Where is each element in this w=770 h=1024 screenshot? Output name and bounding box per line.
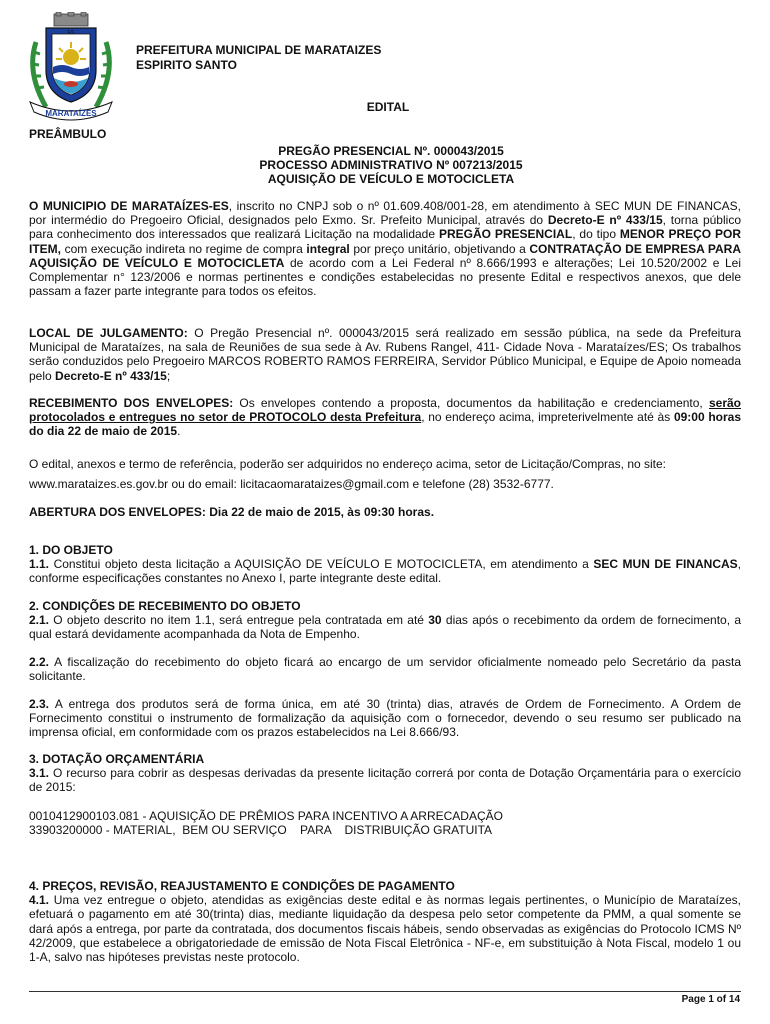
- recebimento-paragraph: RECEBIMENTO DOS ENVELOPES: Os envelopes contendo a proposta, documentos da habilitação e credenciamento, serão protocolados e entregues no setor de PROTOCOLO desta Prefeitura, no endereço acima, impreterivelmente até às 09:00 horas do dia 22 de maio de 2015.: [29, 396, 742, 439]
- document-header: [136, 43, 406, 73]
- recebimento-label: RECEBIMENTO DOS ENVELOPES:: [29, 396, 234, 410]
- edital-info-line1: O edital, anexos e termo de referência, poderão ser adquiridos no endereço acima, setor de Licitação/Compras, no site:: [29, 457, 667, 471]
- section-4-title: 4. PREÇOS, REVISÃO, REAJUSTAMENTO E CONDIÇÕES DE PAGAMENTO: [29, 879, 455, 893]
- svg-text:ES: ES: [67, 30, 75, 36]
- section-1: 1. DO OBJETO 1.1. Constitui objeto desta licitação a AQUISIÇÃO DE VEÍCULO E MOTOCICLETA, em atendimento a SEC MUN DE FINANCAS, conforme especificações constantes no Anexo I, parte integrante deste edital.: [29, 543, 742, 586]
- section-3-title: 3. DOTAÇÃO ORÇAMENTÁRIA: [29, 752, 205, 766]
- page-number: Page 1 of 14: [681, 994, 740, 1005]
- section-2: 2. CONDIÇÕES DE RECEBIMENTO DO OBJETO 2.1. O objeto descrito no item 1.1, será entregue pela contratada em até 30 dias após o recebimento da ordem de fornecimento, a qual estará devidamente acompanhada da Nota de Empenho.: [29, 599, 741, 642]
- section-4: 4. PREÇOS, REVISÃO, REAJUSTAMENTO E CONDIÇÕES DE PAGAMENTO 4.1. Uma vez entregue o objeto, atendidas as exigências deste edital e às normas legais pertinentes, o Município de Marataízes, efetuará o pagamento em até 30(trinta) dias, mediante liquidação da despesa pelo setor competente da PMM, a qual somente se dará após a entrega, por parte da contratada, dos documentos fiscais hábeis, sendo observadas as exigências do Protocolo ICMS Nº 42/2009, que estabelece a obrigatoriedade de emissão de Nota Fiscal Eletrônica - NF-e, em substituição à Nota Fiscal, modelo 1 ou 1-A, salvo nas hipóteses previstas neste protocolo.: [29, 879, 741, 965]
- section-3: 3. DOTAÇÃO ORÇAMENTÁRIA 3.1. O recurso para cobrir as despesas derivadas da presente licitação correrá por conta de Dotação Orçamentária para o exercício de 2015:: [29, 752, 741, 795]
- document-title: EDITAL: [366, 100, 410, 114]
- preambulo-heading: PREÂMBULO: [29, 127, 107, 141]
- section-2-2: 2.2. A fiscalização do recebimento do objeto ficará ao encargo de um servidor oficialmente nomeado pelo Secretário da pasta solicitante.: [29, 655, 741, 684]
- municipality-name: O MUNICIPIO DE MARATAÍZES-ES: [29, 199, 229, 213]
- local-julgamento-paragraph: LOCAL DE JULGAMENTO: O Pregão Presencial nº. 000043/2015 será realizado em sessão pública, na sede da Prefeitura Municipal de Marataízes, na sala de Reuniões de sua sede à Av. Rubens Rangel, 411- Cidade Nova - Marataízes/ES; Os trabalhos serão conduzidos pelo Pregoeiro MARCOS ROBERTO RAMOS FERREIRA, Servidor Público Municipal, e Equipe de Apoio nomeada pelo Decreto-E nº 433/15;: [29, 326, 742, 383]
- object-title: AQUISIÇÃO DE VEÍCULO E MOTOCICLETA: [267, 172, 515, 186]
- footer-divider: [29, 991, 741, 992]
- header-state: ESPIRITO SANTO: [136, 58, 237, 72]
- section-2-3: 2.3. A entrega dos produtos será de forma única, em até 30 (trinta) dias, através de Ordem de Fornecimento. A Ordem de Fornecimento constitui o instrumento de formalização da aquisição com o fornecedor, devendo o seu resumo ser publicado na imprensa oficial, em conformidade com os prazos estabelecidos na Lei 8.666/93.: [29, 697, 741, 740]
- svg-text:MARATAÍZES: MARATAÍZES: [45, 109, 97, 118]
- dotacao-line-1: 0010412900103.081 - AQUISIÇÃO DE PRÊMIOS PARA INCENTIVO A ARRECADAÇÃO: [29, 809, 503, 823]
- section-1-title: 1. DO OBJETO: [29, 543, 113, 557]
- edital-info-line2: www.marataizes.es.gov.br ou do email: licitacaomarataizes@gmail.com e telefone (28) 3532-6777.: [29, 477, 554, 491]
- pregao-number: PREGÃO PRESENCIAL Nº. 000043/2015: [278, 144, 504, 158]
- processo-number: PROCESSO ADMINISTRATIVO Nº 007213/2015: [259, 158, 523, 172]
- header-municipality: PREFEITURA MUNICIPAL DE MARATAIZES: [136, 43, 382, 57]
- dotacao-line-2: 33903200000 - MATERIAL, BEM OU SERVIÇO PARA DISTRIBUIÇÃO GRATUITA: [29, 823, 493, 837]
- title-block: [0, 144, 770, 186]
- abertura-envelopes: ABERTURA DOS ENVELOPES: Dia 22 de maio de 2015, às 09:30 horas.: [29, 505, 435, 519]
- local-julgamento-label: LOCAL DE JULGAMENTO:: [29, 326, 188, 340]
- intro-paragraph: O MUNICIPIO DE MARATAÍZES-ES, inscrito no CNPJ sob o nº 01.609.408/001-28, em atendimento à SEC MUN DE FINANCAS, por intermédio do Pregoeiro Oficial, designados pelo Exmo. Sr. Prefeito Municipal, através do Decreto-E nº 433/15, torna público para conhecimento dos interessados que realizará Licitação na modalidade PREGÃO PRESENCIAL, do tipo MENOR PREÇO POR ITEM, com execução indireta no regime de compra integral por preço unitário, objetivando a CONTRATAÇÃO DE EMPRESA PARA AQUISIÇÃO DE VEÍCULO E MOTOCICLETA de acordo com a Lei Federal nº 8.666/1993 e alterações; Lei 10.520/2002 e Lei Complementar n° 123/2006 e normas pertinentes e condições estabelecidas no presente Edital e respectivos anexos, que dele passam a fazer parte integrante para todos os efeitos.: [29, 199, 742, 299]
- section-2-title: 2. CONDIÇÕES DE RECEBIMENTO DO OBJETO: [29, 599, 301, 613]
